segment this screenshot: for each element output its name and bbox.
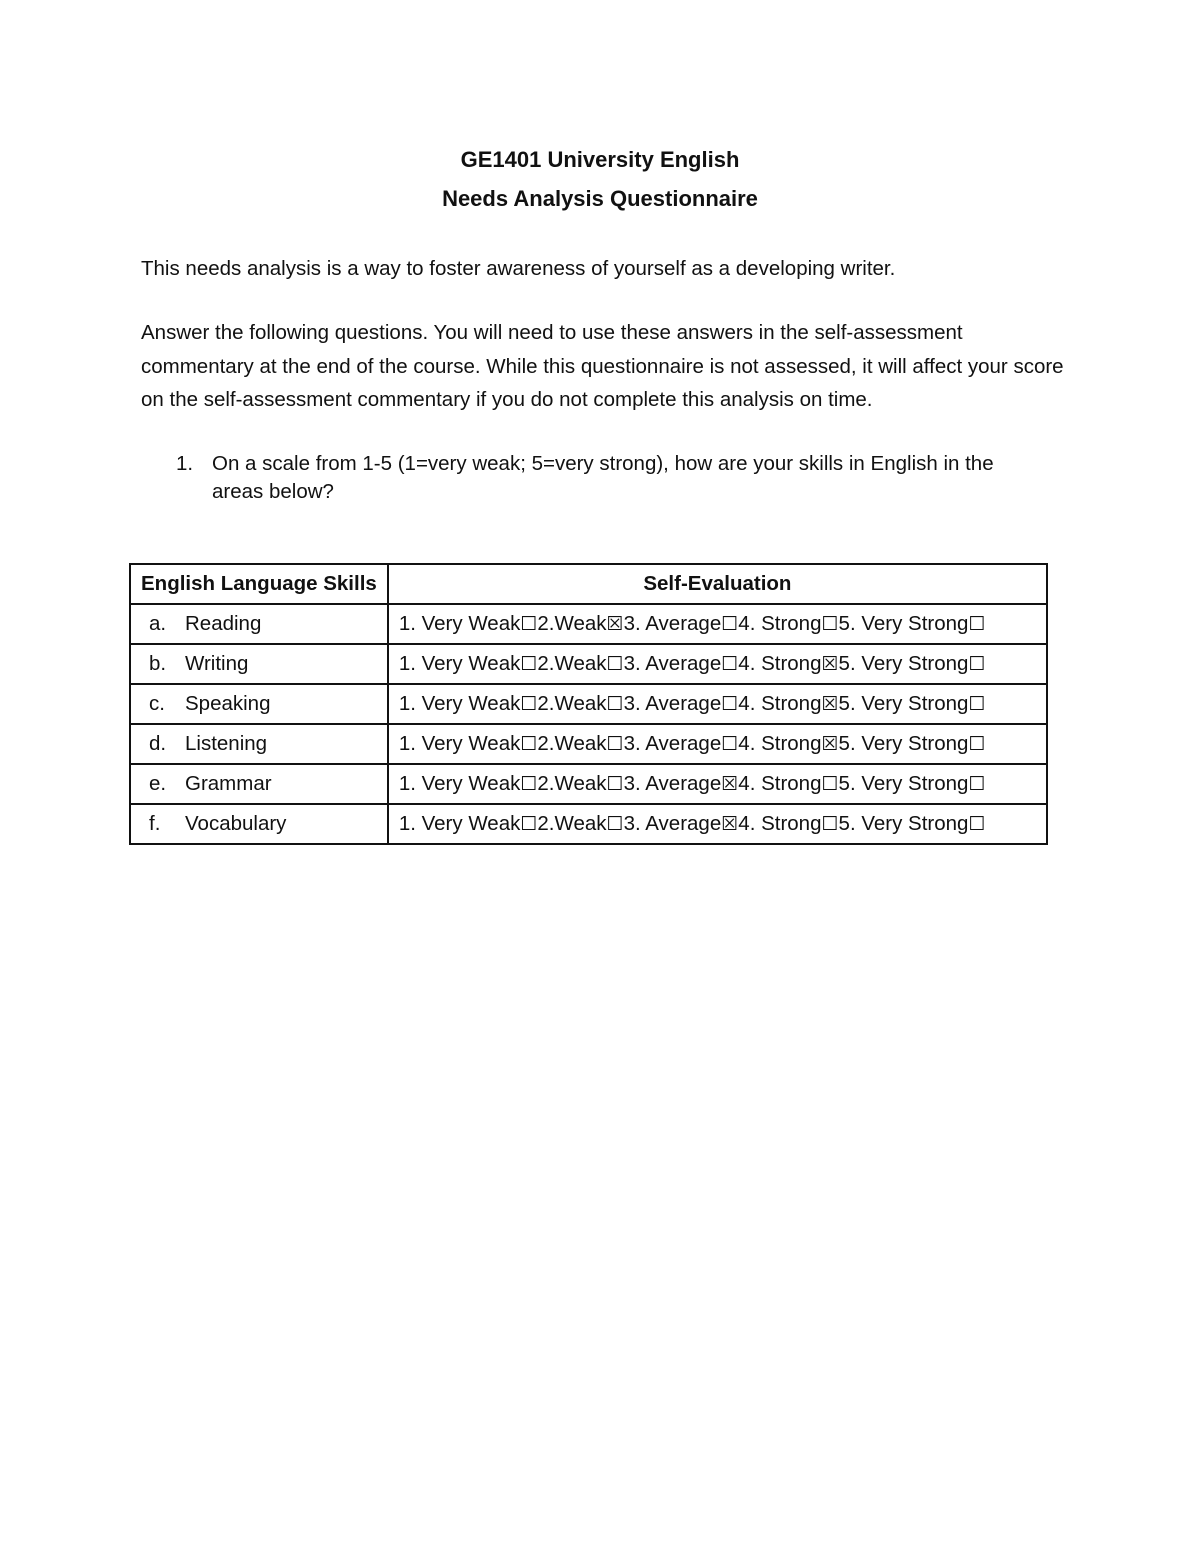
table-row	[130, 604, 1047, 644]
option-label: 3. Average	[623, 652, 722, 675]
option-label: 1. Very Weak	[398, 692, 521, 715]
option-label: 3. Average	[623, 772, 722, 795]
unchecked-checkbox-icon[interactable]: ☐	[721, 733, 739, 755]
header-skill: English Language Skills	[130, 564, 388, 604]
skill-letter: e.	[149, 772, 167, 795]
skill-letter: c.	[149, 692, 165, 715]
checked-checkbox-icon[interactable]: ☒	[821, 693, 839, 715]
evaluation-cell	[388, 804, 1047, 844]
instructions-paragraph: Answer the following questions. You will need to use these answers in the self-assessment commentary at the end of the course. While this questionnaire is not assessed, it will affect your score on the self-assessment commentary if you do not complete this analysis on time.	[141, 321, 1064, 411]
option-label: 5. Very Strong	[838, 612, 969, 635]
evaluation-cell	[388, 684, 1047, 724]
unchecked-checkbox-icon[interactable]: ☐	[968, 653, 986, 675]
option-label: 1. Very Weak	[398, 612, 521, 635]
table-row	[130, 804, 1047, 844]
option-label: 2.Weak	[537, 732, 607, 755]
option-label: 3. Average	[623, 732, 722, 755]
evaluation-cell	[388, 604, 1047, 644]
skill-letter: f.	[149, 812, 161, 835]
evaluation-cell	[388, 724, 1047, 764]
table-row	[130, 764, 1047, 804]
option-label: 4. Strong	[738, 652, 822, 675]
unchecked-checkbox-icon[interactable]: ☐	[606, 653, 624, 675]
unchecked-checkbox-icon[interactable]: ☐	[520, 733, 538, 755]
skill-letter: a.	[149, 612, 167, 635]
option-label: 3. Average	[623, 692, 722, 715]
document-title: GE1401 University English	[460, 147, 740, 172]
skill-cell	[130, 604, 388, 644]
checked-checkbox-icon[interactable]: ☒	[821, 653, 839, 675]
option-label: 4. Strong	[738, 732, 822, 755]
intro-paragraph: This needs analysis is a way to foster awareness of yourself as a developing writer.	[141, 257, 896, 280]
option-label: 5. Very Strong	[838, 652, 969, 675]
unchecked-checkbox-icon[interactable]: ☐	[821, 613, 839, 635]
option-label: 2.Weak	[537, 692, 607, 715]
skill-letter: d.	[149, 732, 167, 755]
unchecked-checkbox-icon[interactable]: ☐	[821, 773, 839, 795]
skill-name: Grammar	[185, 772, 272, 795]
unchecked-checkbox-icon[interactable]: ☐	[968, 733, 986, 755]
unchecked-checkbox-icon[interactable]: ☐	[821, 813, 839, 835]
checked-checkbox-icon[interactable]: ☒	[721, 773, 739, 795]
question-number: 1.	[176, 452, 194, 475]
unchecked-checkbox-icon[interactable]: ☐	[968, 693, 986, 715]
evaluation-cell	[388, 764, 1047, 804]
skill-cell	[130, 644, 388, 684]
document-subtitle: Needs Analysis Questionnaire	[442, 186, 758, 211]
option-label: 3. Average	[623, 812, 722, 835]
option-label: 5. Very Strong	[838, 772, 969, 795]
unchecked-checkbox-icon[interactable]: ☐	[606, 813, 624, 835]
skills-table	[129, 563, 1048, 845]
option-label: 5. Very Strong	[838, 812, 969, 835]
option-label: 3. Average	[623, 612, 722, 635]
option-label: 5. Very Strong	[838, 692, 969, 715]
option-label: 5. Very Strong	[838, 732, 969, 755]
skill-cell	[130, 764, 388, 804]
unchecked-checkbox-icon[interactable]: ☐	[721, 693, 739, 715]
unchecked-checkbox-icon[interactable]: ☐	[606, 733, 624, 755]
unchecked-checkbox-icon[interactable]: ☐	[721, 613, 739, 635]
option-label: 4. Strong	[738, 772, 822, 795]
option-label: 1. Very Weak	[398, 732, 521, 755]
unchecked-checkbox-icon[interactable]: ☐	[721, 653, 739, 675]
question-text: On a scale from 1-5 (1=very weak; 5=very strong), how are your skills in English in the areas below?	[212, 452, 994, 503]
checked-checkbox-icon[interactable]: ☒	[606, 613, 624, 635]
option-label: 1. Very Weak	[398, 812, 521, 835]
skill-name: Writing	[185, 652, 249, 675]
skill-cell	[130, 684, 388, 724]
table-row	[130, 644, 1047, 684]
option-label: 2.Weak	[537, 812, 607, 835]
option-label: 2.Weak	[537, 772, 607, 795]
checked-checkbox-icon[interactable]: ☒	[721, 813, 739, 835]
unchecked-checkbox-icon[interactable]: ☐	[968, 813, 986, 835]
unchecked-checkbox-icon[interactable]: ☐	[520, 813, 538, 835]
unchecked-checkbox-icon[interactable]: ☐	[606, 773, 624, 795]
unchecked-checkbox-icon[interactable]: ☐	[520, 653, 538, 675]
option-label: 1. Very Weak	[398, 652, 521, 675]
table-row	[130, 724, 1047, 764]
option-label: 4. Strong	[738, 812, 822, 835]
unchecked-checkbox-icon[interactable]: ☐	[968, 613, 986, 635]
option-label: 1. Very Weak	[398, 772, 521, 795]
skill-name: Reading	[185, 612, 262, 635]
skill-name: Vocabulary	[185, 812, 287, 835]
skill-name: Listening	[185, 732, 268, 755]
skill-name: Speaking	[185, 692, 271, 715]
unchecked-checkbox-icon[interactable]: ☐	[520, 613, 538, 635]
skill-letter: b.	[149, 652, 167, 675]
table-row	[130, 684, 1047, 724]
table-header-row	[130, 564, 1047, 604]
unchecked-checkbox-icon[interactable]: ☐	[968, 773, 986, 795]
skill-cell	[130, 724, 388, 764]
option-label: 4. Strong	[738, 692, 822, 715]
header-evaluation: Self-Evaluation	[388, 564, 1047, 604]
option-label: 4. Strong	[738, 612, 822, 635]
option-label: 2.Weak	[537, 612, 607, 635]
skills-table-body	[130, 604, 1047, 844]
option-label: 2.Weak	[537, 652, 607, 675]
unchecked-checkbox-icon[interactable]: ☐	[520, 773, 538, 795]
evaluation-cell	[388, 644, 1047, 684]
skill-cell	[130, 804, 388, 844]
unchecked-checkbox-icon[interactable]: ☐	[606, 693, 624, 715]
checked-checkbox-icon[interactable]: ☒	[821, 733, 839, 755]
unchecked-checkbox-icon[interactable]: ☐	[520, 693, 538, 715]
